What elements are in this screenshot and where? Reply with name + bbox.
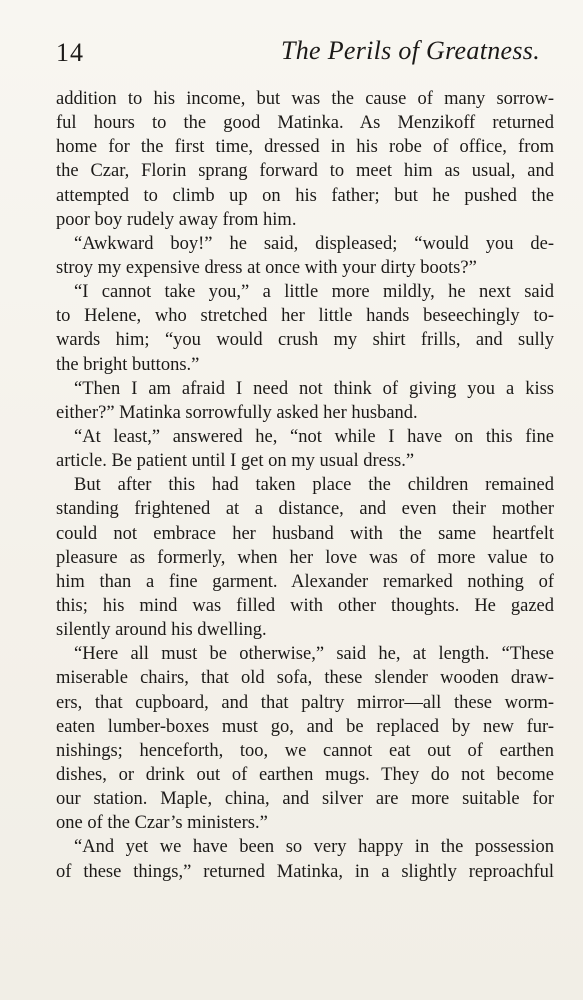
- text-line: “Here all must be otherwise,” said he, at length. “These: [74, 644, 554, 665]
- page-number: 14: [56, 38, 84, 67]
- text-line: of these things,” returned Matinka, in a slightly reproachful: [56, 861, 554, 882]
- text-line: miserable chairs, that old sofa, these slender wooden draw-: [56, 668, 554, 689]
- text-line: eaten lumber-boxes must go, and be replaced by new fur-: [56, 716, 554, 737]
- text-line: silently around his dwelling.: [56, 620, 267, 641]
- text-line: addition to his income, but was the cause of many sorrow-: [56, 89, 554, 109]
- text-line: “Then I am afraid I need not think of giving you a kiss: [74, 378, 554, 399]
- text-line: dishes, or drink out of earthen mugs. They do not become: [56, 764, 554, 785]
- text-line: either?” Matinka sorrowfully asked her husband.: [56, 402, 418, 423]
- text-line: standing frightened at a distance, and even their mother: [56, 499, 554, 520]
- text-line: our station. Maple, china, and silver are more suitable for: [56, 789, 554, 810]
- text-line: But after this had taken place the children remained: [74, 475, 554, 496]
- running-title: The Perils of Greatness.: [281, 36, 540, 65]
- body-text: [56, 87, 554, 884]
- text-line: home for the first time, dressed in his robe of office, from: [56, 137, 554, 158]
- text-line: “At least,” answered he, “not while I have on this fine: [74, 426, 554, 447]
- text-line: nishings; henceforth, too, we cannot eat out of earthen: [56, 740, 554, 761]
- text-line: wards him; “you would crush my shirt frills, and sully: [56, 330, 554, 351]
- text-line: him than a fine garment. Alexander remarked nothing of: [56, 571, 554, 592]
- text-line: could not embrace her husband with the same heartfelt: [56, 523, 554, 544]
- text-line: the Czar, Florin sprang forward to meet him as usual, and: [56, 161, 554, 182]
- text-line: ers, that cupboard, and that paltry mirror—all these worm-: [56, 692, 554, 713]
- text-line: “And yet we have been so very happy in the possession: [74, 837, 554, 858]
- text-line: poor boy rudely away from him.: [56, 209, 297, 230]
- text-line: attempted to climb up on his father; but he pushed the: [56, 185, 554, 206]
- text-line: “I cannot take you,” a little more mildly, he next said: [74, 282, 554, 303]
- text-line: stroy my expensive dress at once with your dirty boots?”: [56, 257, 477, 278]
- page-header: [56, 36, 540, 76]
- text-line: pleasure as formerly, when her love was of more value to: [56, 547, 554, 568]
- text-line: “Awkward boy!” he said, displeased; “would you de-: [74, 233, 554, 254]
- text-line: the bright buttons.”: [56, 354, 200, 375]
- text-line: one of the Czar’s ministers.”: [56, 813, 268, 834]
- text-line: ful hours to the good Matinka. As Menzikoff returned: [56, 113, 554, 134]
- text-line: this; his mind was filled with other thoughts. He gazed: [56, 595, 554, 616]
- text-line: article. Be patient until I get on my usual dress.”: [56, 451, 415, 472]
- text-line: to Helene, who stretched her little hands beseechingly to-: [56, 306, 554, 327]
